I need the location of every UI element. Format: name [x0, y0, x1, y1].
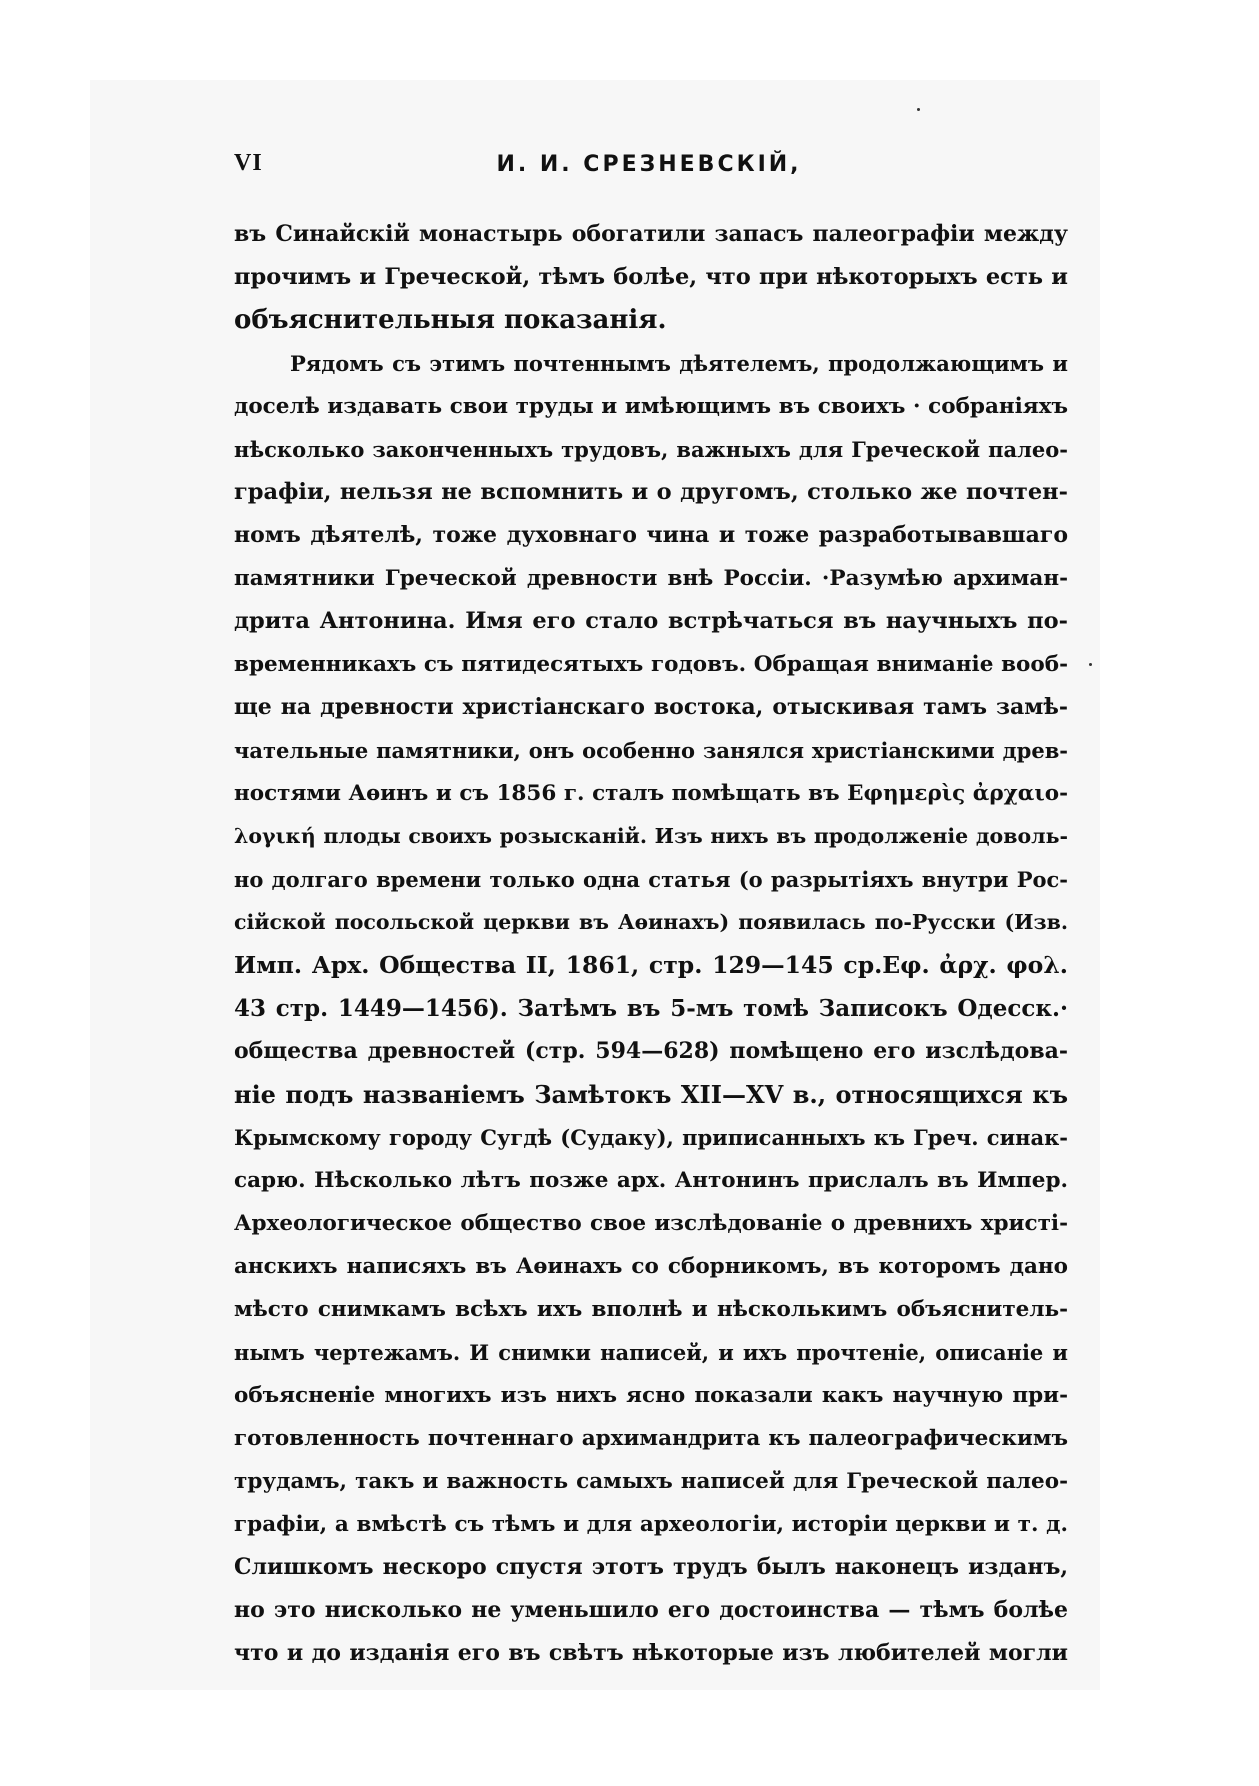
text-line: доселѣ издавать свои труды и имѣющимъ въ своихъ · собраніяхъ [234, 394, 1068, 419]
text-line: ніе подъ названіемъ Замѣтокъ XII—XV в., относящихся къ [234, 1080, 1068, 1109]
text-line: номъ дѣятелѣ, тоже духовнаго чина и тоже разработывавшаго [234, 522, 1068, 548]
scan-speck [1089, 663, 1092, 666]
text-line: Имп. Арх. Общества II, 1861, стр. 129—145 ср.Εφ. ἀρχ. φολ. [234, 951, 1068, 979]
text-line: объясненіе многихъ изъ нихъ ясно показали какъ научную при- [234, 1383, 1068, 1408]
text-line: временникахъ съ пятидесятыхъ годовъ. Обращая вниманіе вооб- [234, 652, 1068, 677]
text-line: общества древностей (стр. 594—628) помѣщено его изслѣдова- [234, 1038, 1068, 1064]
text-line: дрита Антонина. Имя его стало встрѣчаться въ научныхъ по- [234, 608, 1068, 634]
scan-speck [917, 108, 920, 111]
page-header [234, 150, 1064, 190]
body-text [234, 213, 1068, 1675]
text-line: Крымскому городу Сугдѣ (Судаку), приписанныхъ къ Греч. синак- [234, 1125, 1068, 1150]
text-line: но долгаго времени только одна статья (о разрытіяхъ внутри Рос- [234, 867, 1068, 892]
text-line: графіи, а вмѣстѣ съ тѣмъ и для археологіи, исторіи церкви и т. д. [234, 1512, 1068, 1537]
text-line: прочимъ и Греческой, тѣмъ болѣе, что при нѣкоторыхъ есть и [234, 264, 1068, 290]
text-line: ностями Аѳинъ и съ 1856 г. сталъ помѣщать въ Εφημερὶς ἀρχαιο- [234, 781, 1068, 806]
text-line: λογική плоды своихъ розысканій. Изъ нихъ въ продолженіе доволь- [234, 824, 1068, 848]
text-line: 43 стр. 1449—1456). Затѣмъ въ 5-мъ томѣ Записокъ Одесск.· [234, 995, 1068, 1022]
text-line: ще на древности христіанскаго востока, отыскивая тамъ замѣ- [234, 694, 1068, 720]
paragraph-2 [234, 342, 1068, 1675]
text-line: памятники Греческой древности внѣ Россіи. ·Разумѣю архиман- [234, 566, 1068, 591]
text-line: трудамъ, такъ и важность самыхъ написей для Греческой палео- [234, 1469, 1068, 1494]
text-line: готовленность почтеннаго архимандрита къ палеографическимъ [234, 1426, 1068, 1451]
page-number: VI [234, 150, 263, 176]
paragraph-1 [234, 213, 1068, 342]
text-line: что и до изданія его въ свѣтъ нѣкоторые изъ любителей могли [234, 1640, 1068, 1666]
text-line: чательные памятники, онъ особенно занялся христіанскими древ- [234, 738, 1068, 763]
text-line: анскихъ написяхъ въ Аѳинахъ со сборникомъ, въ которомъ дано [234, 1254, 1068, 1279]
text-line: мѣсто снимкамъ всѣхъ ихъ вполнѣ и нѣсколькимъ объяснитель- [234, 1297, 1068, 1322]
text-line: сійской посольской церкви въ Аѳинахъ) появилась по-Русски (Изв. [234, 910, 1068, 934]
text-line: въ Синайскій монастырь обогатили запасъ палеографіи между [234, 221, 1068, 247]
text-line: нѣсколько законченныхъ трудовъ, важныхъ для Греческой палео- [234, 437, 1068, 462]
running-head: И. И. СРЕЗНЕВСКІЙ, [496, 152, 802, 177]
text-line: Археологическое общество свое изслѣдованіе о древнихъ христі- [234, 1211, 1068, 1236]
text-line: Рядомъ съ этимъ почтеннымъ дѣятелемъ, продолжающимъ и [290, 351, 1068, 376]
text-line: Слишкомъ нескоро спустя этотъ трудъ былъ наконецъ изданъ, [234, 1554, 1068, 1580]
text-line: нымъ чертежамъ. И снимки написей, и ихъ прочтеніе, описаніе и [234, 1340, 1068, 1365]
text-line: объяснительныя показанія. [234, 305, 667, 335]
text-line: графіи, нельзя не вспомнить и о другомъ, столько же почтен- [234, 479, 1068, 505]
text-line: но это нисколько не уменьшило его достоинства — тѣмъ болѣе [234, 1597, 1068, 1623]
text-line: сарю. Нѣсколько лѣтъ позже арх. Антонинъ прислалъ въ Импер. [234, 1168, 1068, 1193]
